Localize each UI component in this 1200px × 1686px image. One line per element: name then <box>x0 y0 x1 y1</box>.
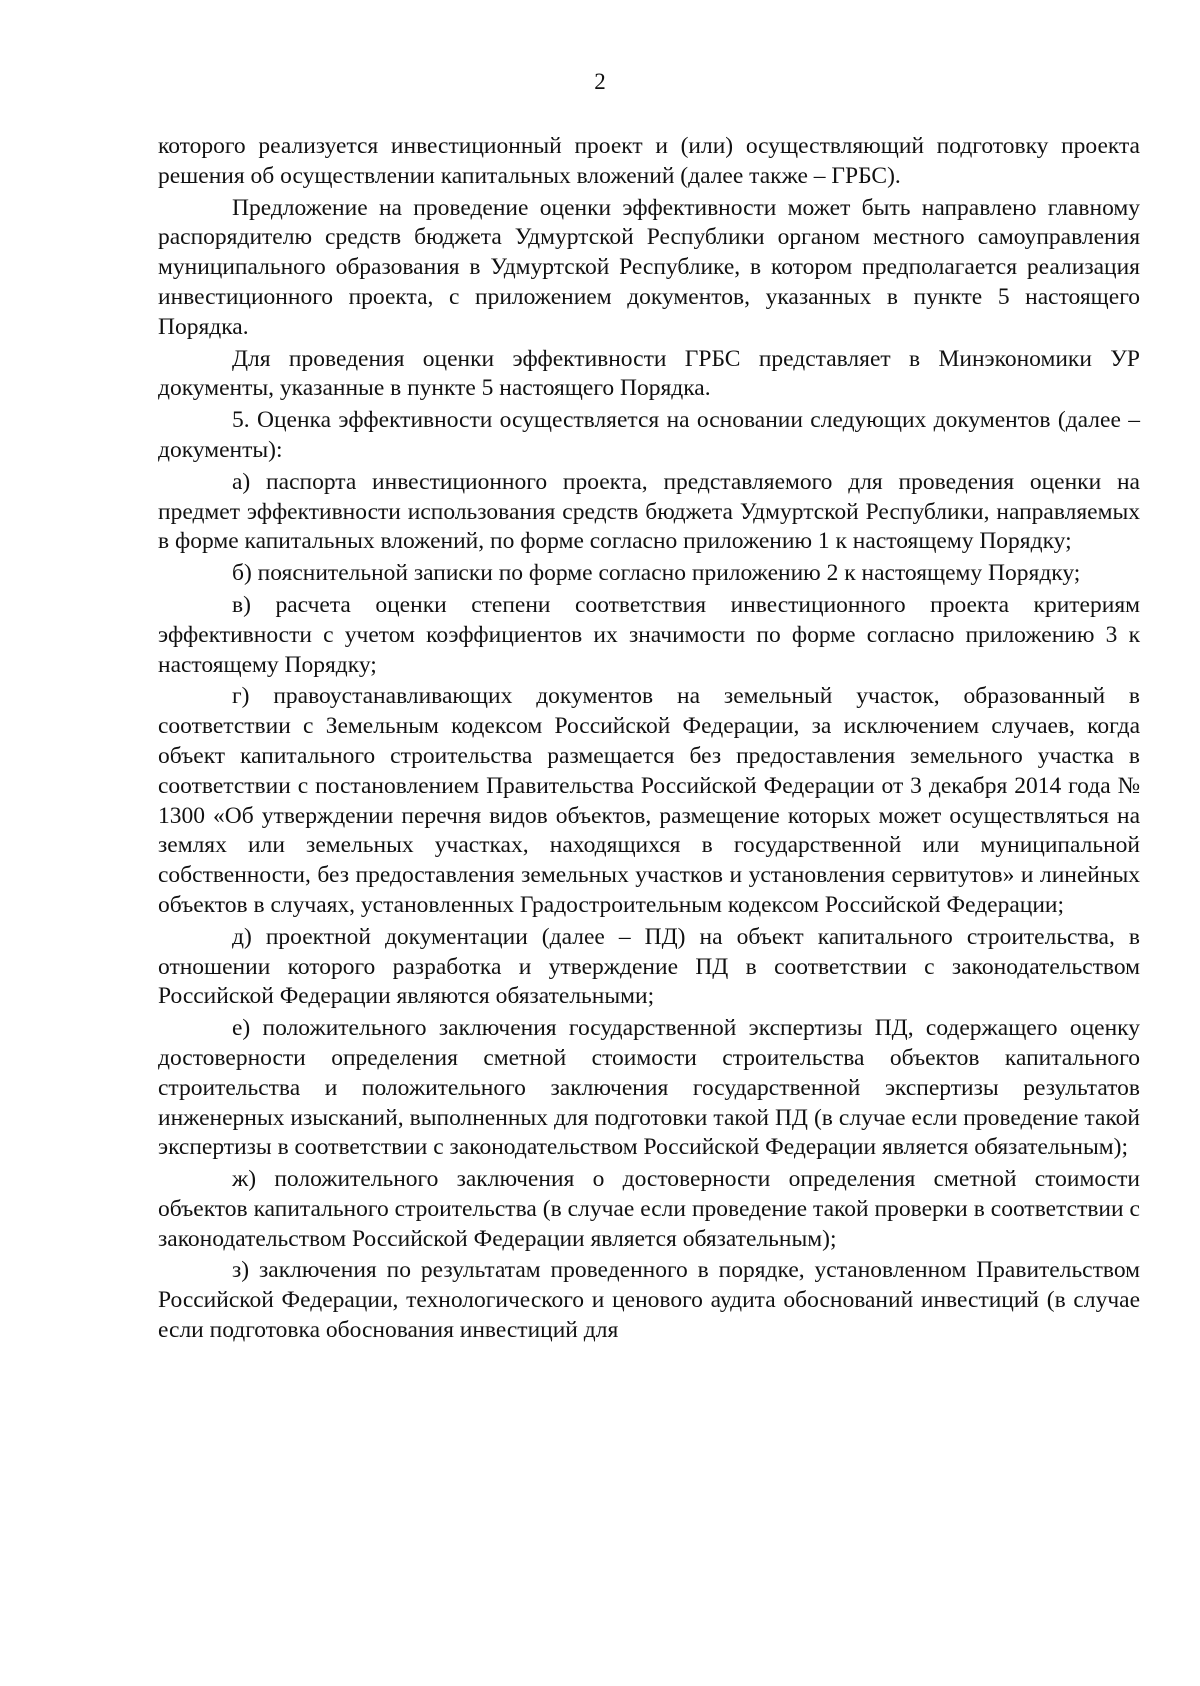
paragraph-item-g: г) правоустанавливающих документов на земельный участок, образованный в соответствии с Земельным кодексом Российской Федерации, за исключением случаев, когда объект капитального строительства размещается без предоставления земельного участка в соответствии с постановлением Правительства Российской Федерации от 3 декабря 2014 года № 1300 «Об утверждении перечня видов объектов, размещение которых может осуществляться на землях или земельных участках, находящихся в государственной или муниципальной собственности, без предоставления земельных участков и установления сервитутов» и линейных объектов в случаях, установленных Градостроительным кодексом Российской Федерации; <box>158 683 1140 918</box>
paragraph-continuation: которого реализуется инвестиционный проект и (или) осуществляющий подготовку проекта решения об осуществлении капитальных вложений (далее также – ГРБС). <box>158 133 1140 189</box>
page-number: 2 <box>594 69 606 94</box>
document-body <box>158 132 1140 1348</box>
paragraph-item-v: в) расчета оценки степени соответствия инвестиционного проекта критериям эффективности с учетом коэффициентов их значимости по форме согласно приложению 3 к настоящему Порядку; <box>158 591 1140 678</box>
paragraph-item-e: е) положительного заключения государственной экспертизы ПД, содержащего оценку достоверности определения сметной стоимости строительства объектов капитального строительства и положительного заключения государственной экспертизы результатов инженерных изысканий, выполненных для подготовки такой ПД (в случае если проведение такой экспертизы в соответствии с законодательством Российской Федерации является обязательным); <box>158 1015 1140 1161</box>
paragraph-proposal: Предложение на проведение оценки эффективности может быть направлено главному распорядителю средств бюджета Удмуртской Республики органом местного самоуправления муниципального образования в Удмуртской Республике, в котором предполагается реализация инвестиционного проекта, с приложением документов, указанных в пункте 5 настоящего Порядка. <box>158 194 1140 340</box>
paragraph-item-d: д) проектной документации (далее – ПД) на объект капитального строительства, в отношении которого разработка и утверждение ПД в соответствии с законодательством Российской Федерации являются обязательными; <box>158 923 1140 1010</box>
paragraph-grbs-submission: Для проведения оценки эффективности ГРБС представляет в Минэкономики УР документы, указанные в пункте 5 настоящего Порядка. <box>158 345 1140 402</box>
paragraph-item-a: а) паспорта инвестиционного проекта, представляемого для проведения оценки на предмет эффективности использования средств бюджета Удмуртской Республики, направляемых в форме капитальных вложений, по форме согласно приложению 1 к настоящему Порядку; <box>158 468 1140 555</box>
paragraph-item-b: б) пояснительной записки по форме согласно приложению 2 к настоящему Порядку; <box>232 560 1081 587</box>
paragraph-item-5: 5. Оценка эффективности осуществляется на основании следующих документов (далее – документы): <box>158 407 1140 463</box>
paragraph-item-zh: ж) положительного заключения о достоверности определения сметной стоимости объектов капитального строительства (в случае если проведение такой проверки в соответствии с законодательством Российской Федерации является обязательным); <box>158 1166 1140 1252</box>
paragraph-item-z: з) заключения по результатам проведенного в порядке, установленном Правительством Российской Федерации, технологического и ценового аудита обоснований инвестиций (в случае если подготовка обоснования инвестиций для <box>158 1257 1140 1344</box>
